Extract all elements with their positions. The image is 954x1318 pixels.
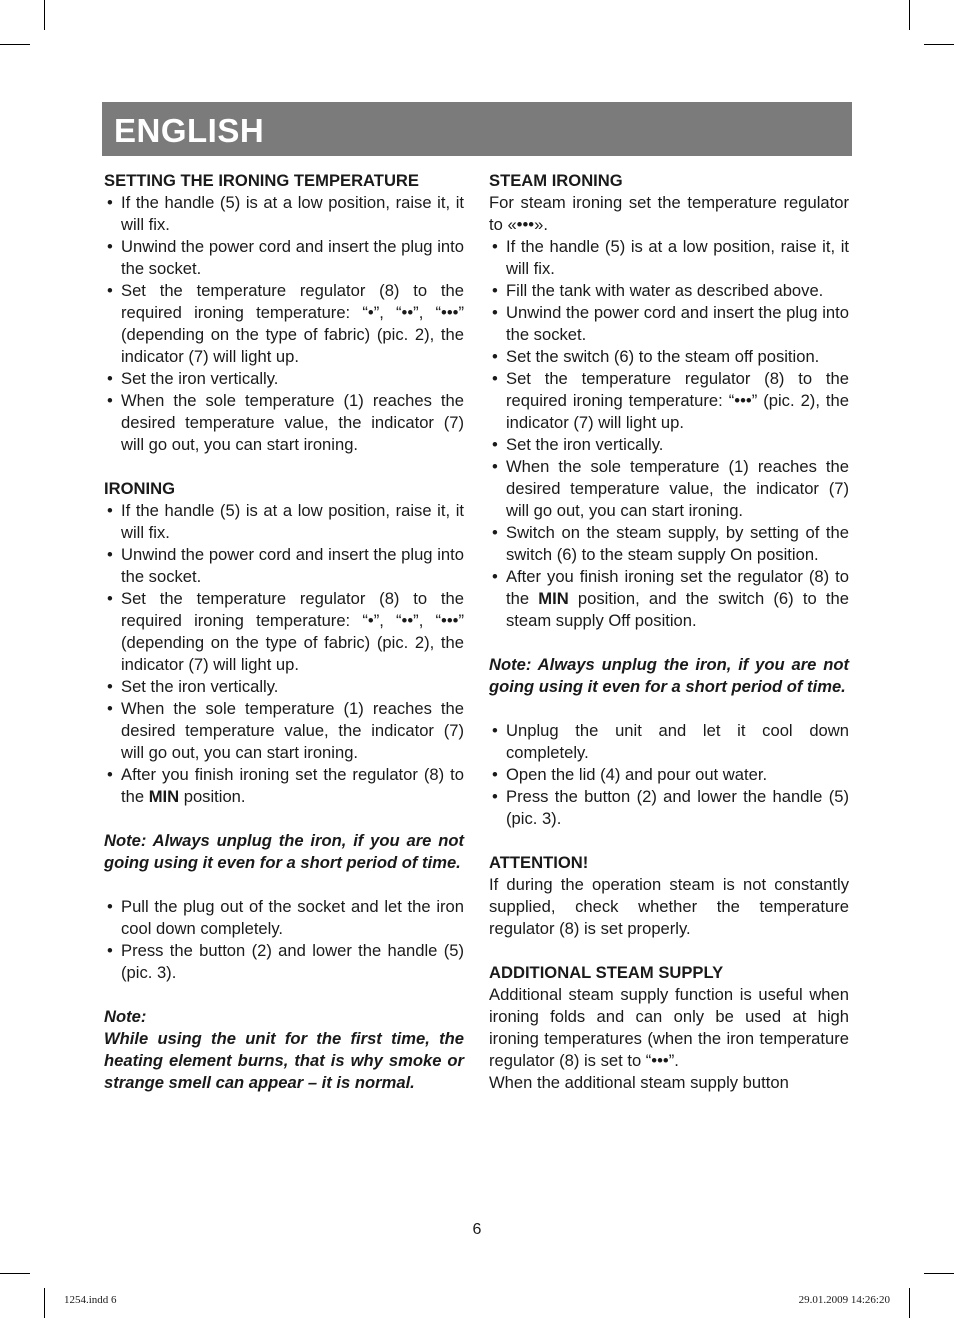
crop-mark	[909, 1288, 910, 1318]
list-item: • Press the button (2) and lower the handle (5) (pic. 3).	[492, 787, 849, 828]
list-item: • Unwind the power cord and insert the plug into the socket.	[107, 237, 464, 278]
note-unplug: Note: Always unplug the iron, if you are not going using it even for a short period of time.	[104, 831, 464, 872]
list-item: • Set the iron vertically.	[492, 435, 664, 454]
list-item: • Press the button (2) and lower the handle (5) (pic. 3).	[107, 941, 464, 982]
list-item: • Set the temperature regulator (8) to the required ironing temperature: “•••” (pic. 2), the indicator (7) will light up.	[492, 369, 849, 432]
list-item: • Unplug the unit and let it cool down completely.	[492, 721, 849, 762]
additional-text: Additional steam supply function is useful when ironing folds and can only be used at high ironing temperatures (when the iron temperature regulator (8) is set to “•••”.	[489, 985, 849, 1070]
list-item: • Set the switch (6) to the steam off position.	[492, 347, 820, 366]
section-heading: SETTING THE IRONING TEMPERATURE	[104, 171, 419, 190]
list-item: • When the sole temperature (1) reaches the desired temperature value, the indicator (7) will go out, you can start ironing.	[492, 457, 849, 520]
slug-file-info: 1254.indd 6	[64, 1294, 117, 1306]
section-heading: STEAM IRONING	[489, 171, 623, 190]
bullet-list	[489, 236, 849, 632]
left-column	[104, 170, 464, 1094]
section-heading: IRONING	[104, 479, 175, 498]
slug-timestamp: 29.01.2009 14:26:20	[798, 1294, 890, 1306]
list-item: • If the handle (5) is at a low position, raise it, it will fix.	[107, 501, 464, 542]
bullet-list	[104, 500, 464, 808]
section-heading: ATTENTION!	[489, 853, 589, 872]
list-item: • Switch on the steam supply, by setting of the switch (6) to the steam supply On position.	[492, 523, 849, 564]
list-item: • Pull the plug out of the socket and let the iron cool down completely.	[107, 897, 464, 938]
note-unplug: Note: Always unplug the iron, if you are not going using it even for a short period of time.	[489, 655, 849, 696]
list-item: • After you finish ironing set the regulator (8) to the MIN position, and the switch (6) to the steam supply Off position.	[492, 567, 849, 630]
list-item: • Set the temperature regulator (8) to the required ironing temperature: “•”, “••”, “•••” (depending on the type of fabric) (pic. 2), the indicator (7) will light up.	[107, 589, 464, 674]
attention-text: If during the operation steam is not constantly supplied, check whether the temperature regulator (8) is set properly.	[489, 875, 849, 938]
crop-mark	[44, 0, 45, 30]
list-item: • Set the iron vertically.	[107, 677, 279, 696]
list-item: • When the sole temperature (1) reaches the desired temperature value, the indicator (7) will go out, you can start ironing.	[107, 699, 464, 762]
bullet-list	[489, 720, 849, 830]
list-item: • When the sole temperature (1) reaches the desired temperature value, the indicator (7) will go out, you can start ironing.	[107, 391, 464, 454]
crop-mark	[44, 1288, 45, 1318]
language-title: ENGLISH	[114, 112, 265, 149]
right-column	[489, 170, 849, 1094]
note-label: Note:	[104, 1007, 147, 1026]
bullet-list	[104, 192, 464, 456]
list-item: • Open the lid (4) and pour out water.	[492, 765, 768, 784]
language-banner	[102, 102, 852, 156]
list-item: • Unwind the power cord and insert the plug into the socket.	[107, 545, 464, 586]
list-item: • Fill the tank with water as described above.	[492, 281, 824, 300]
crop-mark	[0, 44, 30, 45]
list-item: • Unwind the power cord and insert the plug into the socket.	[492, 303, 849, 344]
list-item: • Set the temperature regulator (8) to the required ironing temperature: “•”, “••”, “•••” (depending on the type of fabric) (pic. 2), the indicator (7) will light up.	[107, 281, 464, 366]
steam-intro: For steam ironing set the temperature regulator to «•••».	[489, 193, 849, 234]
page-number: 6	[472, 1221, 482, 1238]
additional-text-continued: When the additional steam supply button	[489, 1073, 789, 1092]
list-item: • Set the iron vertically.	[107, 369, 279, 388]
note-first-use: While using the unit for the first time, the heating element burns, that is why smoke or strange smell can appear – it is normal.	[104, 1029, 464, 1092]
crop-mark	[0, 1273, 30, 1274]
crop-mark	[924, 1273, 954, 1274]
bullet-list	[104, 896, 464, 984]
list-item: • If the handle (5) is at a low position, raise it, it will fix.	[492, 237, 849, 278]
section-heading: ADDITIONAL STEAM SUPPLY	[489, 963, 724, 982]
crop-mark	[909, 0, 910, 30]
list-item: • If the handle (5) is at a low position, raise it, it will fix.	[107, 193, 464, 234]
crop-mark	[924, 44, 954, 45]
list-item: • After you finish ironing set the regulator (8) to the MIN position.	[107, 765, 464, 806]
